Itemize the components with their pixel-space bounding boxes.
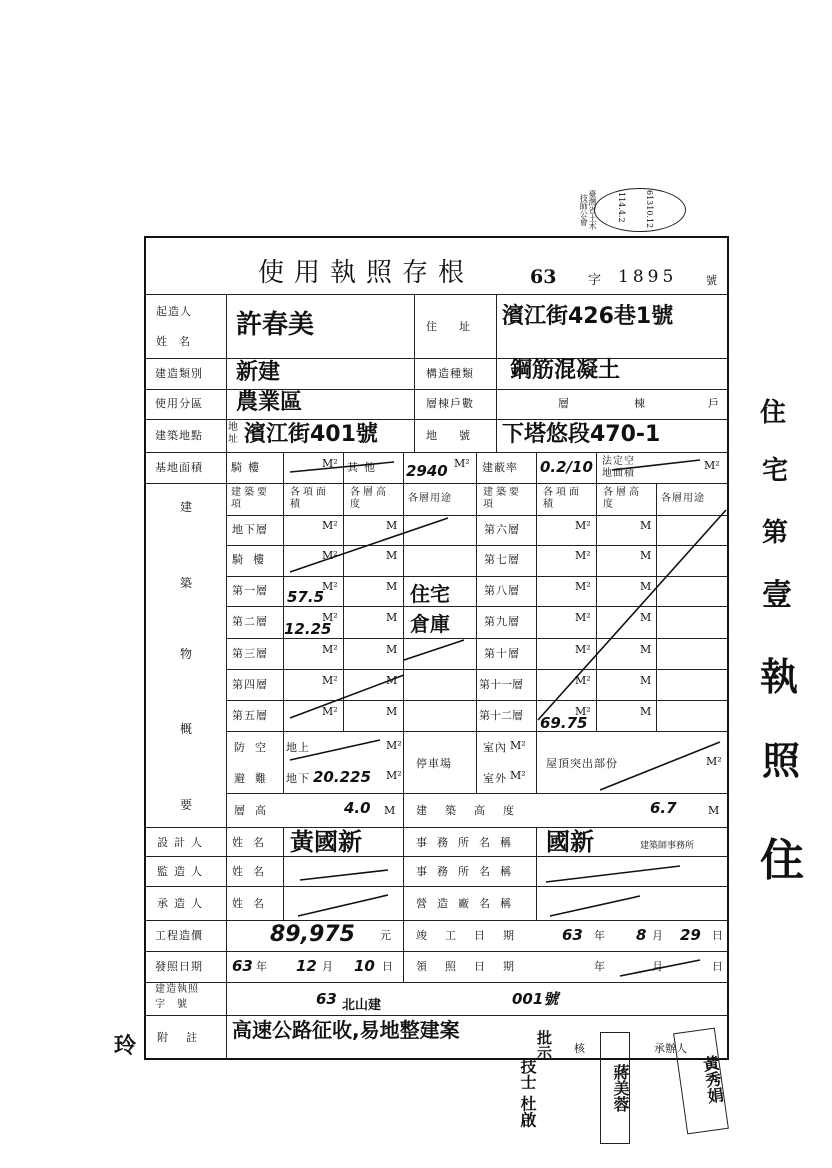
permit-year: 63 [530,266,557,288]
indoor-label: 室內 [483,741,507,754]
structure-value: 鋼筋混凝土 [510,358,621,383]
done-year: 63 [562,926,583,944]
bldg-type-value: 新建 [236,360,281,385]
designer-office: 國新 [546,828,594,856]
floor-label: 第三層 [232,647,268,660]
issue-month: 12 [296,957,317,975]
day-char: 日 [382,960,394,973]
unit-m: M [640,611,652,624]
unit-m: M [386,549,398,562]
builder-name-label: 姓名 [156,335,202,348]
unit-m: M [640,519,652,532]
approval-stamp-2: 核 [574,1042,585,1055]
floor12-note: 69.75 [540,714,588,732]
lot-value: 下塔悠段470-1 [502,422,661,447]
floor1-area: 57.5 [287,588,325,606]
unit-m2: M² [322,519,338,532]
permit-label-1: 建造執照 [155,984,199,995]
supervisor-name-label: 姓名 [232,865,274,878]
unit-m: M [708,804,720,817]
bleed-char: 第 [762,518,789,548]
unit-m: M [640,643,652,656]
story-height-value: 4.0 [344,799,371,817]
unit-m2: M² [322,457,338,470]
unit-m2: M² [575,643,591,656]
bldg-type-label: 建造類別 [155,367,203,380]
unit-m2: M² [510,769,526,782]
unit-m: M [640,705,652,718]
floor-label: 第四層 [232,678,268,691]
unit-m: M [640,549,652,562]
side-char: 物 [180,647,193,661]
floors-ceng: 層 [558,397,570,410]
bleed-char: 住 [760,835,804,886]
other-value: 2940 [406,462,448,480]
floor2-area: 12.25 [284,620,332,638]
col-use-left: 各層用途 [408,493,452,504]
structure-label: 構造種類 [426,367,474,380]
floors-hu: 戶 [708,397,720,410]
contractor-label: 承造人 [157,897,208,910]
unit-m2: M² [322,549,338,562]
site-label: 建築地點 [155,429,203,442]
bleed-char: 執 [760,654,799,699]
col-item-left: 建築要項 [231,487,270,510]
side-char: 建 [180,500,193,514]
use-zone-value: 農業區 [236,390,303,415]
side-char: 築 [180,576,193,590]
unit-m: M [386,580,398,593]
stamp-line2: 114.4.2 [616,192,626,223]
address-value: 濱江街426巷1號 [502,304,674,329]
story-height-label: 層高 [234,804,276,817]
coverage-label: 建蔽率 [482,461,518,474]
bleed-char: 照 [762,738,801,783]
side-char: 要 [180,798,193,812]
floor-label: 第七層 [484,553,520,566]
floor-label: 第一層 [232,584,268,597]
cost-label: 工程造價 [155,929,203,942]
permit-value-a: 63 [316,990,337,1008]
below-ground-value: 20.225 [313,768,371,786]
floor-label: 第二層 [232,615,268,628]
unit-m: M [640,674,652,687]
roof-label: 屋頂突出部份 [546,757,618,770]
year-char: 年 [594,929,606,942]
supervisor-label: 監造人 [157,865,208,878]
use-storage: 倉庫 [410,612,450,636]
unit-m2: M² [575,549,591,562]
bldg-height-label: 建築高度 [416,804,532,817]
bleed-char: 宅 [762,456,789,486]
legal-label-1: 法定空 [602,456,635,467]
floors-dong: 棟 [634,397,646,410]
floor-label: 第八層 [484,584,520,597]
unit-m: M [640,580,652,593]
use-residential: 住宅 [410,582,450,606]
seal-reviewer: 蔣美蓉 [600,1032,630,1144]
address-label: 住址 [426,320,492,333]
col-area-left: 各項面積 [290,487,329,510]
note-value: 高速公路征收,易地整建案 [232,1018,460,1042]
use-zone-label: 使用分區 [155,397,203,410]
col-height-right: 各層高度 [603,487,642,510]
floors-label: 層棟戶數 [426,397,474,410]
unit-m2: M² [322,674,338,687]
legal-label-2: 地面積 [602,468,635,479]
parking-label: 停車場 [416,757,452,770]
builder-label: 起造人 [156,305,192,318]
builder-name: 許春美 [236,310,315,340]
stamp-line3: 61310.12 [644,190,654,229]
floor-label: 第十一層 [479,678,523,691]
unit-m2: M² [510,739,526,752]
other-label: 其他 [347,461,381,474]
shelter-label: 避難 [234,772,276,785]
approval-stamp-1: 批示 [535,1030,553,1060]
arcade-label: 騎樓 [231,461,265,474]
designer-label: 設計人 [157,836,208,849]
done-month: 8 [636,926,647,944]
unit-m2: M² [575,580,591,593]
unit-m: M [384,804,396,817]
col-item-right: 建築要項 [483,487,522,510]
approval-extra: 技士 杜啟 [518,1058,537,1128]
office-stamp: 建築師事務所 [640,841,695,851]
unit-m2: M² [575,611,591,624]
col-use-right: 各層用途 [661,493,705,504]
day-char: 日 [712,960,724,973]
approval-stamp-4: 承辦人 [654,1042,687,1055]
issue-label: 發照日期 [155,960,203,973]
unit-m2: M² [575,705,591,718]
unit-m2: M² [386,739,402,752]
bldg-height-value: 6.7 [650,799,677,817]
unit-m: M [386,674,398,687]
year-char: 年 [594,960,606,973]
receive-label: 領照日期 [416,960,532,973]
unit-m: M [386,519,398,532]
month-char: 月 [652,929,664,942]
issue-day: 10 [354,957,375,975]
permit-label-2: 字號 [155,999,199,1010]
unit-m2: M² [575,674,591,687]
col-height-left: 各層高度 [350,487,389,510]
day-char: 日 [712,929,724,942]
permit-value-b: 北山建 [342,998,382,1013]
floor-label: 第五層 [232,709,268,722]
defense-label: 防空 [234,741,276,754]
bleed-char: 壹 [762,578,792,613]
unit-m: M [386,611,398,624]
unit-m: M [386,643,398,656]
designer-name-label: 姓名 [232,836,274,849]
form-title: 使用執照存根 [258,258,475,288]
month-char: 月 [322,960,334,973]
outdoor-label: 室外 [483,772,507,785]
issue-year: 63 [232,957,253,975]
floor-label: 騎樓 [232,553,274,566]
coverage-value: 0.2/10 [540,458,593,476]
supervisor-office-label: 事務所名稱 [416,865,521,878]
permit-number: 1895 [618,267,678,287]
unit-m2: M² [322,705,338,718]
col-area-right: 各項面積 [543,487,582,510]
done-label: 竣工日期 [416,929,532,942]
designer-office-label: 事務所名稱 [416,836,521,849]
floor-label: 第十層 [484,647,520,660]
floor-label: 第十二層 [479,709,523,722]
number-suffix: 號 [706,274,717,287]
note-label: 附註 [157,1031,215,1044]
unit-m2: M² [575,519,591,532]
below-ground-label: 地下 [286,772,310,785]
year-char: 年 [256,960,268,973]
char-label: 字 [588,273,602,288]
side-char: 概 [180,722,193,736]
floor-label: 地下層 [232,523,268,536]
stamp-line1: 臺灣省土木技師公會 [579,190,597,230]
bleed-char: 住 [760,398,787,428]
month-char: 月 [652,960,664,973]
unit-m2: M² [322,580,338,593]
floor-label: 第六層 [484,523,520,536]
designer-name: 黃國新 [290,828,362,856]
cost-value: 89,975 [270,922,355,947]
seal-handler: 黃秀娟 [673,1028,729,1135]
done-day: 29 [680,926,701,944]
site-sub-label: 地址 [228,422,239,445]
unit-m2: M² [704,459,720,472]
above-ground-label: 地上 [286,741,310,754]
unit-m: M [386,705,398,718]
contractor-name-label: 姓名 [232,897,274,910]
lot-label: 地號 [426,429,492,442]
site-value: 濱江街401號 [244,422,378,447]
area-label: 基地面積 [155,461,203,474]
unit-m2: M² [322,611,338,624]
floor-label: 第九層 [484,615,520,628]
unit-m2: M² [454,457,470,470]
factory-label: 營造廠名稱 [416,897,521,910]
unit-m2: M² [706,755,722,768]
unit-m2: M² [386,769,402,782]
margin-mark: 玲 [114,1034,137,1059]
unit-m2: M² [322,643,338,656]
cost-unit: 元 [380,929,392,942]
permit-value-c: 001號 [512,990,559,1008]
